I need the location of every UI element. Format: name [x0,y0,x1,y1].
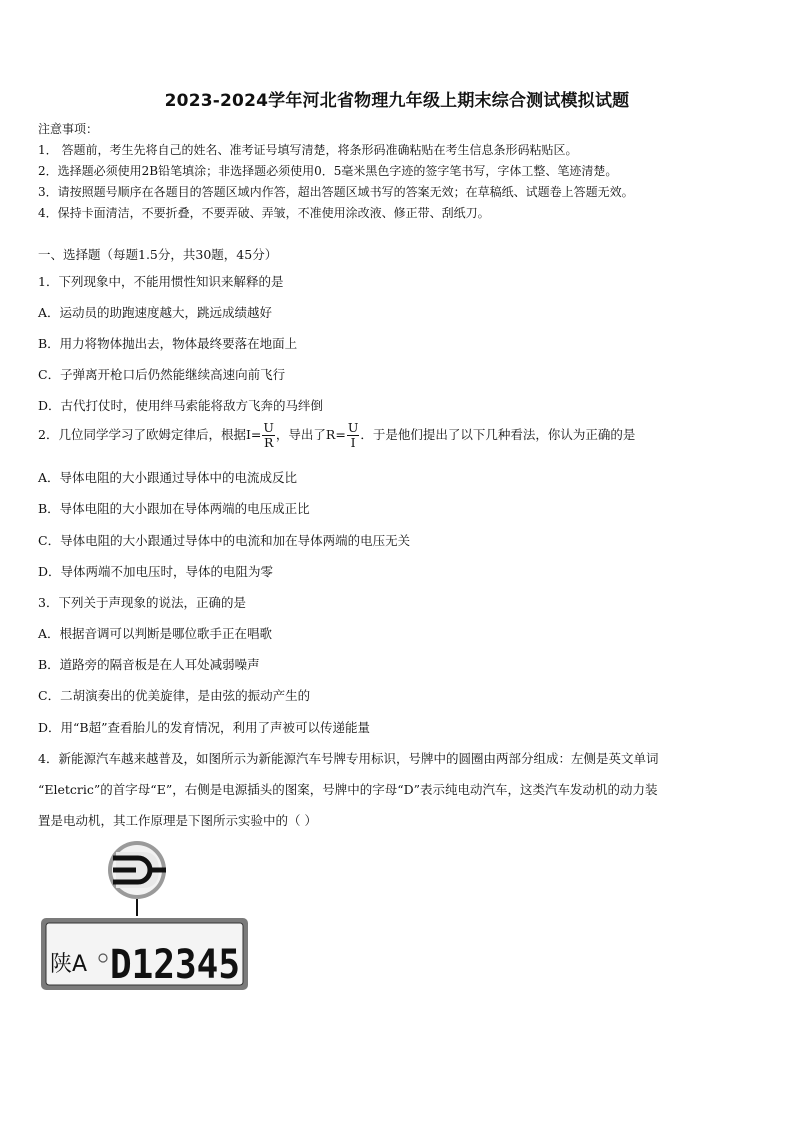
formula-current-numerator: U [263,420,274,435]
q3-option-c: C．二胡演奏出的优美旋律，是由弦的振动产生的 [38,688,311,703]
q3-option-a: A．根据音调可以判断是哪位歌手正在唱歌 [38,626,273,641]
q2-option-a: A．导体电阻的大小跟通过导体中的电流成反比 [38,470,298,485]
q2-option-c: C．导体电阻的大小跟通过导体中的电流和加在导体两端的电压无关 [38,533,411,548]
new-energy-plug-icon [108,841,166,899]
formula-current [262,421,275,450]
q2-stem-part-a: 2．几位同学学习了欧姆定律后，根据I= [38,427,262,442]
q1-option-d: D．古代打仗时，使用绊马索能将敌方飞奔的马绊倒 [38,398,324,413]
q2-option-d: D．导体两端不加电压时，导体的电阻为零 [38,564,274,579]
page-title: 2023-2024学年河北省物理九年级上期末综合测试模拟试题 [164,91,630,111]
q2-stem [38,421,635,450]
q2-stem-part-b: ，导出了R= [275,427,346,442]
q1-option-b: B．用力将物体抛出去，物体最终要落在地面上 [38,336,298,351]
q2-option-b: B．导体电阻的大小跟加在导体两端的电压成正比 [38,501,310,516]
notice-item-3: 3．请按照题号顺序在各题目的答题区域内作答，超出答题区域书写的答案无效；在草稿纸、试题卷上答题无效。 [38,185,634,199]
section-heading: 一、选择题（每题1.5分，共30题，45分） [38,247,278,262]
q3-option-d: D．用“B超”查看胎儿的发育情况，利用了声被可以传递能量 [38,720,370,735]
formula-current-denominator: R [263,435,274,450]
q1-stem: 1．下列现象中，不能用惯性知识来解释的是 [38,274,284,289]
plate-number: D12345 [110,942,240,988]
formula-resistance [347,421,360,450]
q4-line-2: “Eletcric”的首字母“E”，右侧是电源插头的图案，号牌中的字母“D”表示纯电动汽车，这类汽车发动机的动力装 [38,782,658,797]
formula-resistance-denominator: I [350,435,356,450]
plate-province-code: 陕A [50,952,88,977]
q3-option-b: B．道路旁的隔音板是在人耳处减弱噪声 [38,657,260,672]
q3-stem: 3．下列关于声现象的说法，正确的是 [38,595,246,610]
q4-line-1: 4．新能源汽车越来越普及，如图所示为新能源汽车号牌专用标识，号牌中的圆圈由两部分组成：左侧是英文单词 [38,751,659,766]
notice-item-1: 1． 答题前，考生先将自己的姓名、准考证号填写清楚，将条形码准确粘贴在考生信息条形码粘贴区。 [38,143,578,157]
q1-option-a: A．运动员的助跑速度越大，跳远成绩越好 [38,305,273,320]
license-plate-figure [40,840,252,992]
formula-resistance-numerator: U [347,420,359,435]
q4-line-3: 置是电动机，其工作原理是下图所示实验中的（ ） [38,813,317,828]
notice-heading: 注意事项： [38,122,99,136]
q1-option-c: C．子弹离开枪口后仍然能继续高速向前飞行 [38,367,286,382]
q2-stem-part-c: ．于是他们提出了以下几种看法，你认为正确的是 [360,427,636,442]
notice-item-4: 4．保持卡面清洁，不要折叠，不要弄破、弄皱，不准使用涂改液、修正带、刮纸刀。 [38,206,490,220]
notice-item-2: 2．选择题必须使用2B铅笔填涂；非选择题必须使用0．5毫米黑色字迹的签字笔书写，字体工整、笔迹清楚。 [38,164,618,178]
